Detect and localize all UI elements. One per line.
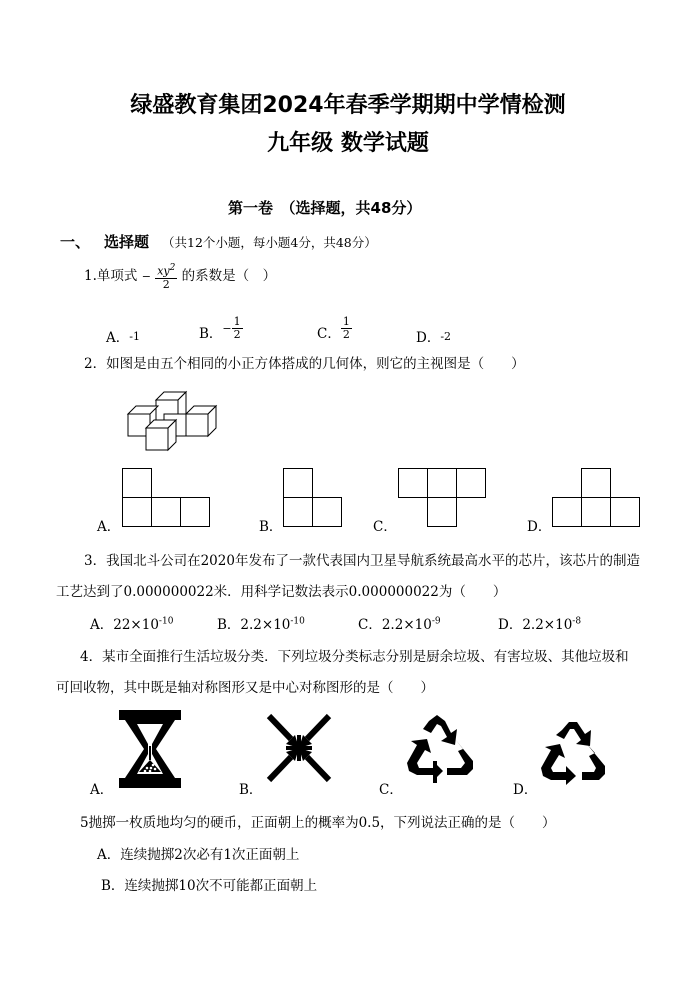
q1-option-d-label: D．	[416, 330, 441, 346]
q1-monomial-den: 2	[162, 277, 170, 291]
q1-monomial-num: xy	[157, 264, 170, 278]
q2-option-c-view	[398, 468, 488, 528]
recycle-icon	[538, 720, 608, 786]
q3-stem-line2: 工艺达到了0.000000022米．用科学记数法表示0.000000022为（ ）	[56, 584, 507, 600]
q3-option-b	[217, 613, 305, 633]
q1-monomial	[142, 262, 178, 291]
q2-option-a-label: A．	[97, 519, 121, 535]
q5-option-b: B．连续抛掷10次不可能都正面朝上	[101, 878, 318, 894]
q1-option-b-label: B．	[199, 326, 223, 342]
q1-option-c-num: 1	[342, 315, 350, 328]
part-title: 选择题	[104, 233, 150, 251]
q1-option-b-den: 2	[233, 328, 241, 341]
q1-option-b	[199, 316, 243, 342]
q3-option-d-label: D．	[498, 617, 523, 633]
q1-option-b-num: 1	[233, 315, 241, 328]
q3-option-c-label: C．	[358, 617, 382, 633]
q3-option-a-exp: -10	[158, 616, 174, 627]
q2-option-c-label: C．	[373, 519, 397, 535]
q1-option-a	[106, 326, 140, 346]
q1-monomial-fraction	[155, 262, 177, 291]
q1-option-c-label: C．	[317, 326, 341, 342]
q1-monomial-sign: −	[141, 269, 151, 283]
q3-option-b-base: 2.2×10	[240, 617, 291, 633]
q4-stem-line2: 可回收物，其中既是轴对称图形又是中心对称图形的是（ ）	[56, 680, 434, 696]
q1-stem-prefix: 1.单项式	[84, 267, 138, 284]
q3-option-c-exp: -9	[431, 616, 441, 627]
q3-option-a-label: A．	[90, 617, 114, 633]
q1-option-a-label: A．	[106, 330, 130, 346]
q1-option-a-value: -1	[129, 330, 140, 343]
q4-option-a-label: A．	[90, 782, 114, 798]
q1-option-c-den: 2	[342, 328, 350, 341]
q2-stem: 2．如图是由五个相同的小正方体搭成的几何体，则它的主视图是（ ）	[84, 356, 525, 372]
q3-option-d	[498, 613, 581, 633]
section-title: 第一卷 （选择题，共48分）	[228, 199, 422, 217]
hourglass-icon	[117, 708, 183, 790]
q4-option-c-label: C．	[379, 782, 403, 798]
q3-option-a-base: 22×10	[113, 617, 159, 633]
q2-option-b-view	[283, 468, 345, 528]
exam-title: 绿盛教育集团2024年春季学期期中学情检测	[130, 93, 566, 118]
exam-subtitle: 九年级 数学试题	[267, 131, 429, 156]
q4-option-d-label: D．	[513, 782, 538, 798]
q3-option-d-base: 2.2×10	[522, 617, 573, 633]
q3-option-c-base: 2.2×10	[381, 617, 432, 633]
q1-stem	[84, 262, 276, 291]
q1-option-d	[416, 326, 451, 346]
q2-option-a-view	[122, 468, 212, 528]
q3-option-b-exp: -10	[290, 616, 305, 627]
recycle-icon	[403, 713, 477, 787]
q2-option-d-label: D．	[527, 519, 552, 535]
arrows-cross-icon	[266, 713, 332, 783]
q3-option-c	[358, 613, 441, 633]
part-number: 一、	[60, 233, 91, 251]
q5-stem: 5抛掷一枚质地均匀的硬币，正面朝上的概率为0.5，下列说法正确的是（ ）	[80, 815, 556, 831]
q5-option-a: A．连续抛掷2次必有1次正面朝上	[97, 847, 300, 863]
q1-monomial-exp: 2	[169, 263, 176, 273]
q3-option-b-label: B．	[217, 617, 241, 633]
q1-stem-suffix: 的系数是（ ）	[181, 267, 277, 284]
q3-stem-line1: 3．我国北斗公司在2020年发布了一款代表国内卫星导航系统最高水平的芯片，该芯片的制造	[84, 553, 640, 569]
q3-option-a	[90, 613, 173, 633]
q2-option-b-label: B．	[259, 519, 283, 535]
q2-option-d-view	[552, 468, 642, 528]
q2-cube-figure	[126, 383, 218, 453]
q1-option-c-fraction	[341, 316, 352, 341]
q1-option-b-fraction	[232, 316, 243, 341]
q1-option-c	[317, 316, 352, 342]
q3-option-d-exp: -8	[572, 616, 582, 627]
q1-option-b-sign: −	[222, 322, 232, 335]
q4-stem-line1: 4．某市全面推行生活垃圾分类．下列垃圾分类标志分别是厨余垃圾、有害垃圾、其他垃圾和	[80, 649, 629, 665]
q1-option-d-value: -2	[440, 330, 452, 343]
part-note: （共12个小题，每小题4分，共48分）	[162, 235, 377, 250]
q4-option-b-label: B．	[239, 782, 263, 798]
